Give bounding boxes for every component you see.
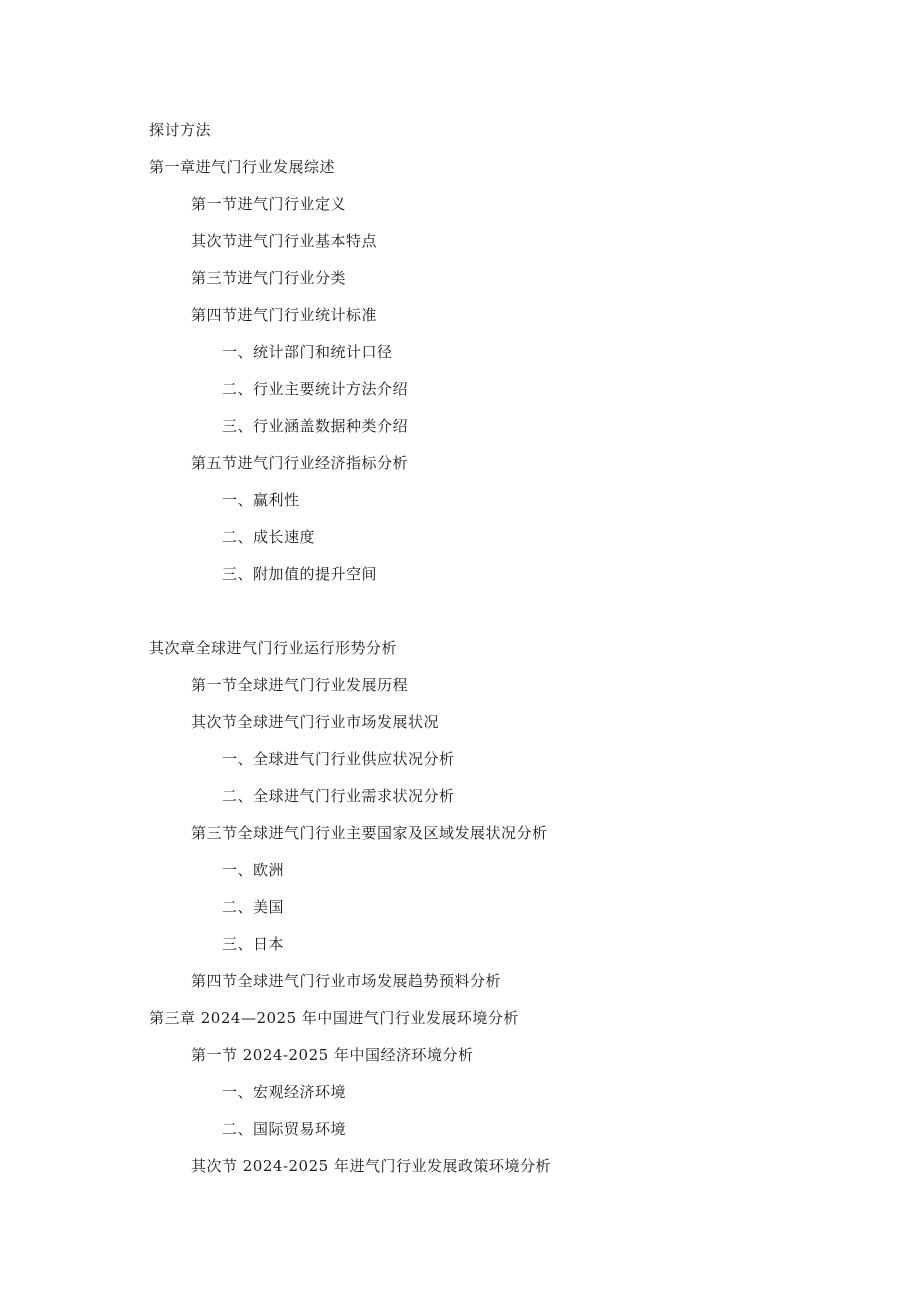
toc-section: 第三节全球进气门行业主要国家及区域发展状况分析 [191, 824, 548, 842]
toc-heading: 探讨方法 [149, 121, 212, 139]
toc-section: 第四节全球进气门行业市场发展趋势预料分析 [191, 972, 502, 990]
toc-section: 第一节全球进气门行业发展历程 [191, 676, 409, 694]
toc-subsection: 一、赢利性 [222, 491, 300, 509]
toc-chapter: 第一章进气门行业发展综述 [149, 158, 336, 176]
toc-subsection: 二、行业主要统计方法介绍 [222, 380, 409, 398]
toc-subsection: 一、全球进气门行业供应状况分析 [222, 750, 455, 768]
toc-chapter: 其次章全球进气门行业运行形势分析 [149, 639, 398, 657]
toc-subsection: 三、行业涵盖数据种类介绍 [222, 417, 409, 435]
toc-subsection: 二、国际贸易环境 [222, 1120, 347, 1138]
toc-section: 第一节进气门行业定义 [191, 195, 347, 213]
toc-subsection: 二、成长速度 [222, 528, 316, 546]
toc-subsection: 三、附加值的提升空间 [222, 565, 378, 583]
toc-section: 第四节进气门行业统计标准 [191, 306, 378, 324]
toc-section: 第三节进气门行业分类 [191, 269, 347, 287]
toc-section: 其次节全球进气门行业市场发展状况 [191, 713, 440, 731]
toc-subsection: 一、统计部门和统计口径 [222, 343, 393, 361]
toc-subsection: 一、欧洲 [222, 861, 285, 879]
toc-subsection: 三、日本 [222, 935, 285, 953]
toc-section: 其次节 2024-2025 年进气门行业发展政策环境分析 [191, 1157, 551, 1175]
toc-subsection: 一、宏观经济环境 [222, 1083, 347, 1101]
toc-section: 其次节进气门行业基本特点 [191, 232, 378, 250]
toc-subsection: 二、全球进气门行业需求状况分析 [222, 787, 455, 805]
toc-section: 第一节 2024-2025 年中国经济环境分析 [191, 1046, 474, 1064]
toc-subsection: 二、美国 [222, 898, 285, 916]
toc-chapter: 第三章 2024—2025 年中国进气门行业发展环境分析 [149, 1009, 519, 1027]
toc-section: 第五节进气门行业经济指标分析 [191, 454, 409, 472]
